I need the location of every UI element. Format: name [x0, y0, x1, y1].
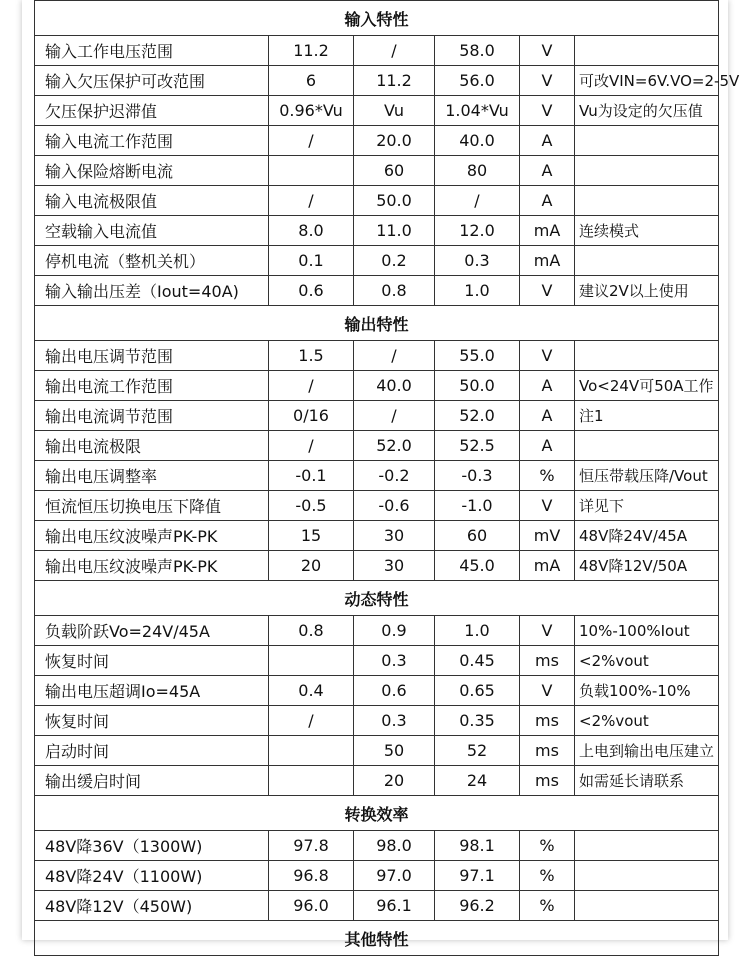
unit: V — [520, 36, 575, 66]
table-row — [35, 861, 719, 891]
table-row — [35, 96, 719, 126]
parameter-name: 48V降24V（1100W) — [35, 861, 269, 891]
min-value — [269, 766, 354, 796]
remark: 48V降12V/50A — [575, 551, 719, 581]
min-value: 0.6 — [269, 276, 354, 306]
parameter-name: 输入输出压差（Iout=40A) — [35, 276, 269, 306]
min-value: 0.8 — [269, 616, 354, 646]
parameter-name: 输出电流极限 — [35, 431, 269, 461]
min-value — [269, 736, 354, 766]
section-header — [35, 306, 719, 341]
section-title: 输出特性 — [35, 306, 719, 341]
min-value: / — [269, 371, 354, 401]
remark — [575, 431, 719, 461]
table-row — [35, 341, 719, 371]
typ-value: 0.2 — [354, 246, 435, 276]
unit: mV — [520, 521, 575, 551]
min-value: 20 — [269, 551, 354, 581]
parameter-name: 输出缓启时间 — [35, 766, 269, 796]
remark — [575, 126, 719, 156]
min-value — [269, 646, 354, 676]
table-row — [35, 551, 719, 581]
table-row — [35, 186, 719, 216]
max-value: 60 — [435, 521, 520, 551]
unit: V — [520, 66, 575, 96]
section-header — [35, 796, 719, 831]
table-row — [35, 66, 719, 96]
typ-value: 0.3 — [354, 706, 435, 736]
max-value: 98.1 — [435, 831, 520, 861]
table-row — [35, 491, 719, 521]
min-value: 6 — [269, 66, 354, 96]
table-row — [35, 246, 719, 276]
parameter-name: 输入电流工作范围 — [35, 126, 269, 156]
unit: ms — [520, 736, 575, 766]
table-row — [35, 891, 719, 921]
typ-value: 20.0 — [354, 126, 435, 156]
parameter-name: 输入工作电压范围 — [35, 36, 269, 66]
table-row — [35, 431, 719, 461]
parameter-name: 恢复时间 — [35, 706, 269, 736]
table-row — [35, 371, 719, 401]
min-value: / — [269, 186, 354, 216]
typ-value: / — [354, 401, 435, 431]
typ-value: -0.2 — [354, 461, 435, 491]
table-row — [35, 216, 719, 246]
max-value: 96.2 — [435, 891, 520, 921]
table-row — [35, 646, 719, 676]
typ-value: 30 — [354, 521, 435, 551]
min-value: 0.1 — [269, 246, 354, 276]
max-value: 40.0 — [435, 126, 520, 156]
parameter-name: 负载阶跃Vo=24V/45A — [35, 616, 269, 646]
parameter-name: 输出电压超调Io=45A — [35, 676, 269, 706]
min-value: 0.96*Vu — [269, 96, 354, 126]
parameter-name: 输出电流工作范围 — [35, 371, 269, 401]
unit: V — [520, 616, 575, 646]
remark: <2%vout — [575, 706, 719, 736]
min-value: 0/16 — [269, 401, 354, 431]
unit: A — [520, 431, 575, 461]
parameter-name: 恢复时间 — [35, 646, 269, 676]
unit: ms — [520, 766, 575, 796]
min-value: 15 — [269, 521, 354, 551]
min-value: / — [269, 126, 354, 156]
table-row — [35, 676, 719, 706]
remark — [575, 831, 719, 861]
remark — [575, 891, 719, 921]
remark — [575, 156, 719, 186]
section-header — [35, 581, 719, 616]
table-row — [35, 706, 719, 736]
typ-value: 50.0 — [354, 186, 435, 216]
max-value: 52.5 — [435, 431, 520, 461]
spec-table — [34, 0, 740, 956]
parameter-name: 输出电压调节范围 — [35, 341, 269, 371]
min-value: / — [269, 706, 354, 736]
spec-sheet — [22, 0, 740, 949]
min-value: 96.0 — [269, 891, 354, 921]
typ-value: 11.2 — [354, 66, 435, 96]
max-value: 0.65 — [435, 676, 520, 706]
typ-value: 11.0 — [354, 216, 435, 246]
parameter-name: 48V降36V（1300W) — [35, 831, 269, 861]
parameter-name: 输出电压纹波噪声PK-PK — [35, 551, 269, 581]
max-value: 52.0 — [435, 401, 520, 431]
section-title: 转换效率 — [35, 796, 719, 831]
parameter-name: 输入欠压保护可改范围 — [35, 66, 269, 96]
max-value: 55.0 — [435, 341, 520, 371]
typ-value: 52.0 — [354, 431, 435, 461]
table-row — [35, 736, 719, 766]
max-value: -1.0 — [435, 491, 520, 521]
max-value: 0.45 — [435, 646, 520, 676]
typ-value: Vu — [354, 96, 435, 126]
remark: 建议2V以上使用 — [575, 276, 719, 306]
typ-value: -0.6 — [354, 491, 435, 521]
max-value: 45.0 — [435, 551, 520, 581]
parameter-name: 空载输入电流值 — [35, 216, 269, 246]
unit: A — [520, 371, 575, 401]
table-row — [35, 616, 719, 646]
max-value: 58.0 — [435, 36, 520, 66]
min-value: 97.8 — [269, 831, 354, 861]
table-row — [35, 831, 719, 861]
remark: 恒压带载压降/Vout — [575, 461, 719, 491]
typ-value: 0.6 — [354, 676, 435, 706]
typ-value: 96.1 — [354, 891, 435, 921]
min-value: 11.2 — [269, 36, 354, 66]
max-value: 0.35 — [435, 706, 520, 736]
remark: 连续模式 — [575, 216, 719, 246]
parameter-name: 48V降12V（450W) — [35, 891, 269, 921]
min-value: 1.5 — [269, 341, 354, 371]
max-value: 80 — [435, 156, 520, 186]
remark: Vo<24V可50A工作 — [575, 371, 719, 401]
remark — [575, 36, 719, 66]
table-row — [35, 401, 719, 431]
remark: 注1 — [575, 401, 719, 431]
table-row — [35, 36, 719, 66]
table-row — [35, 521, 719, 551]
section-header — [35, 1, 719, 36]
typ-value: 20 — [354, 766, 435, 796]
min-value: 0.4 — [269, 676, 354, 706]
section-title: 其他特性 — [35, 921, 719, 956]
remark: 48V降24V/45A — [575, 521, 719, 551]
table-row — [35, 766, 719, 796]
remark: 详见下 — [575, 491, 719, 521]
typ-value: 98.0 — [354, 831, 435, 861]
remark — [575, 246, 719, 276]
typ-value: 97.0 — [354, 861, 435, 891]
remark — [575, 186, 719, 216]
unit: mA — [520, 551, 575, 581]
typ-value: 30 — [354, 551, 435, 581]
unit: % — [520, 831, 575, 861]
remark: Vu为设定的欠压值 — [575, 96, 719, 126]
min-value: / — [269, 431, 354, 461]
unit: ms — [520, 706, 575, 736]
max-value: 1.0 — [435, 276, 520, 306]
section-title: 输入特性 — [35, 1, 719, 36]
remark: <2%vout — [575, 646, 719, 676]
max-value: -0.3 — [435, 461, 520, 491]
unit: V — [520, 491, 575, 521]
section-title: 动态特性 — [35, 581, 719, 616]
table-row — [35, 126, 719, 156]
parameter-name: 输入保险熔断电流 — [35, 156, 269, 186]
min-value: 96.8 — [269, 861, 354, 891]
max-value: 1.0 — [435, 616, 520, 646]
typ-value: 0.3 — [354, 646, 435, 676]
max-value: / — [435, 186, 520, 216]
parameter-name: 输出电压纹波噪声PK-PK — [35, 521, 269, 551]
parameter-name: 停机电流（整机关机） — [35, 246, 269, 276]
typ-value: / — [354, 36, 435, 66]
table-row — [35, 461, 719, 491]
parameter-name: 欠压保护迟滞值 — [35, 96, 269, 126]
parameter-name: 输入电流极限值 — [35, 186, 269, 216]
unit: A — [520, 156, 575, 186]
parameter-name: 输出电压调整率 — [35, 461, 269, 491]
unit: V — [520, 276, 575, 306]
min-value: 8.0 — [269, 216, 354, 246]
remark — [575, 341, 719, 371]
unit: mA — [520, 216, 575, 246]
unit: V — [520, 341, 575, 371]
max-value: 1.04*Vu — [435, 96, 520, 126]
typ-value: 0.9 — [354, 616, 435, 646]
max-value: 0.3 — [435, 246, 520, 276]
remark: 可改VIN=6V.VO=2-5V — [575, 66, 719, 96]
remark: 负载100%-10% — [575, 676, 719, 706]
table-row — [35, 156, 719, 186]
max-value: 24 — [435, 766, 520, 796]
parameter-name: 输出电流调节范围 — [35, 401, 269, 431]
parameter-name: 启动时间 — [35, 736, 269, 766]
typ-value: 60 — [354, 156, 435, 186]
typ-value: / — [354, 341, 435, 371]
max-value: 50.0 — [435, 371, 520, 401]
unit: V — [520, 676, 575, 706]
unit: % — [520, 861, 575, 891]
unit: A — [520, 401, 575, 431]
unit: % — [520, 461, 575, 491]
remark: 上电到输出电压建立 — [575, 736, 719, 766]
max-value: 56.0 — [435, 66, 520, 96]
remark — [575, 861, 719, 891]
section-header — [35, 921, 719, 956]
typ-value: 40.0 — [354, 371, 435, 401]
unit: % — [520, 891, 575, 921]
table-row — [35, 276, 719, 306]
min-value: -0.5 — [269, 491, 354, 521]
typ-value: 50 — [354, 736, 435, 766]
parameter-name: 恒流恒压切换电压下降值 — [35, 491, 269, 521]
unit: mA — [520, 246, 575, 276]
max-value: 52 — [435, 736, 520, 766]
min-value: -0.1 — [269, 461, 354, 491]
unit: V — [520, 96, 575, 126]
unit: A — [520, 126, 575, 156]
remark: 如需延长请联系 — [575, 766, 719, 796]
remark: 10%-100%Iout — [575, 616, 719, 646]
min-value — [269, 156, 354, 186]
max-value: 12.0 — [435, 216, 520, 246]
max-value: 97.1 — [435, 861, 520, 891]
unit: ms — [520, 646, 575, 676]
unit: A — [520, 186, 575, 216]
typ-value: 0.8 — [354, 276, 435, 306]
